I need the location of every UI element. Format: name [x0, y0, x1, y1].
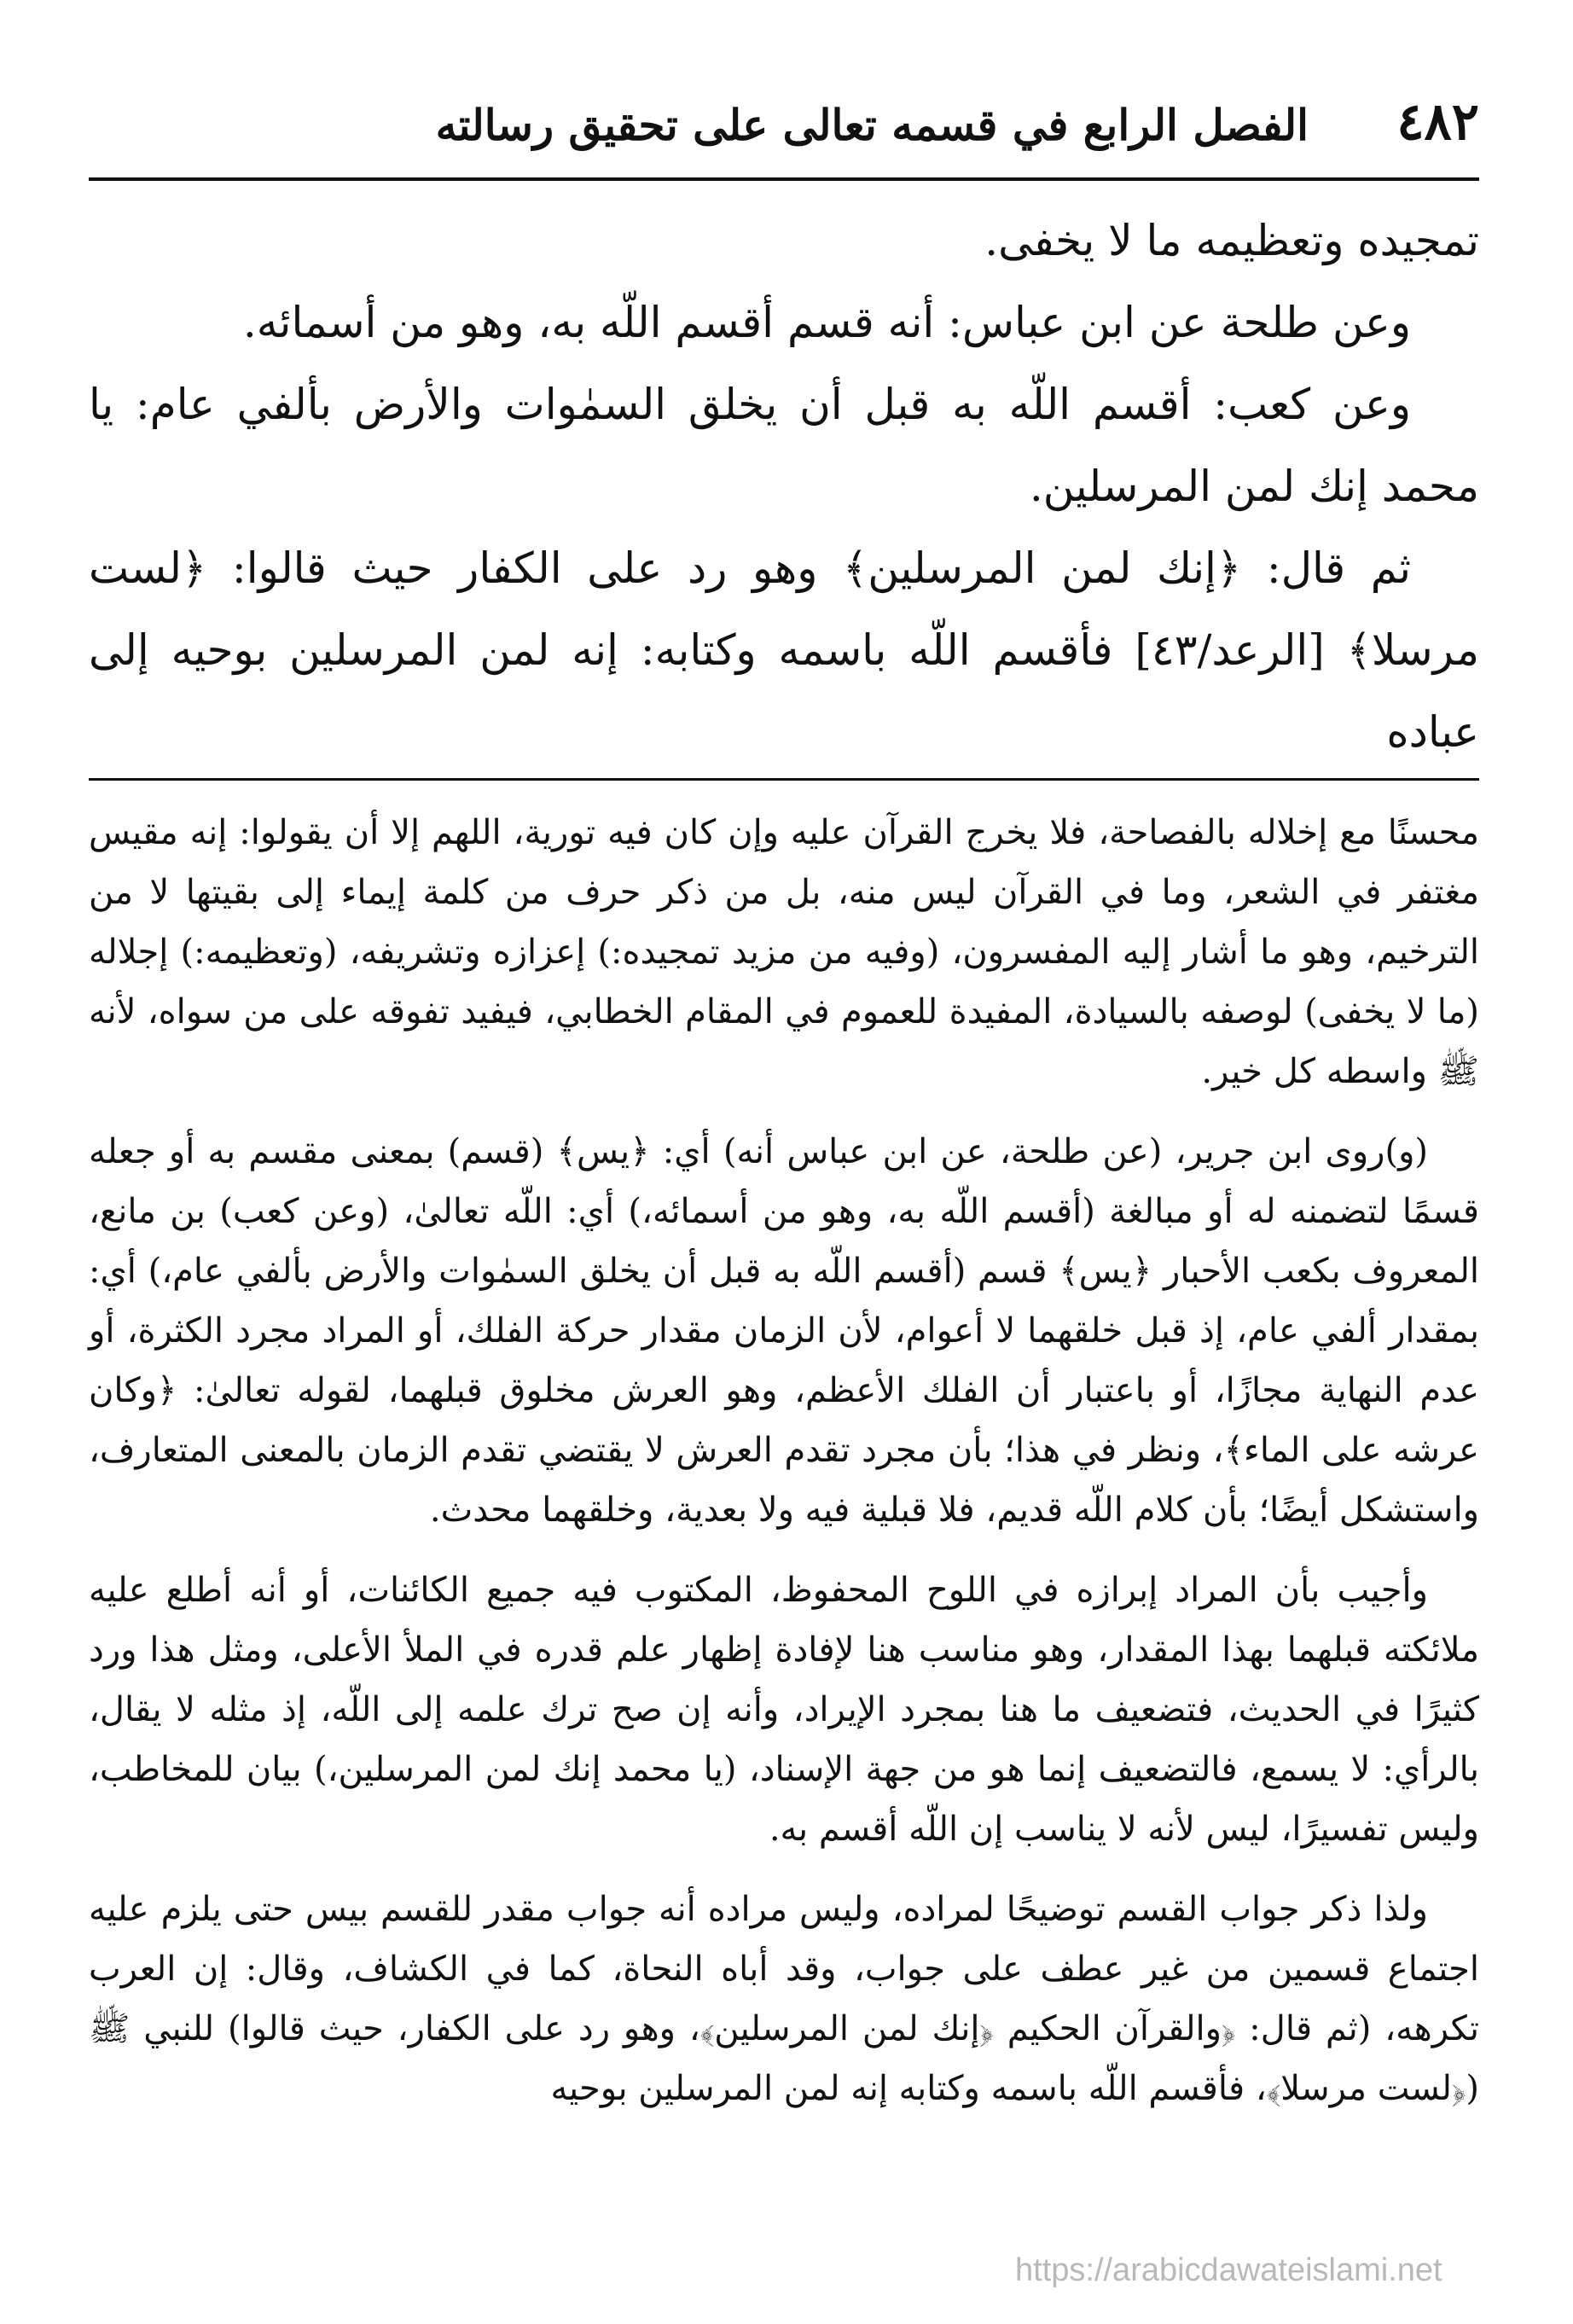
- main-text-line: تمجيده وتعظيمه ما لا يخفى.: [984, 216, 1479, 265]
- main-text: [89, 200, 1479, 773]
- commentary-divider: [89, 778, 1479, 781]
- commentary-paragraph: (و)روى ابن جرير، (عن طلحة، عن ابن عباس أنه) أي: ﴿يس﴾ (قسم) بمعنى مقسم به أو جعله قسمًا لتضمنه له أو مبالغة (أقسم اللّه به، وهو من أسمائه،) أي: اللّه تعالىٰ، (وعن كعب) بن مانع، المعروف بكعب الأحبار ﴿يس﴾ قسم (أقسم اللّه به قبل أن يخلق السمٰوات والأرض بألفي عام،) أي: بمقدار ألفي عام، إذ قبل خلقهما لا أعوام، لأن الزمان مقدار حركة الفلك، أو المراد مجرد الكثرة، أو عدم النهاية مجازًا، أو باعتبار أن الفلك الأعظم، وهو العرش مخلوق قبلهما، لقوله تعالىٰ: ﴿وكان عرشه على الماء﴾، ونظر في هذا؛ بأن مجرد تقدم العرش لا يقتضي تقدم الزمان بالمعنى المتعارف، واستشكل أيضًا؛ بأن كلام اللّه قديم، فلا قبلية فيه ولا بعدية، وخلقهما محدث.: [89, 1132, 1479, 1530]
- commentary-paragraph: محسنًا مع إخلاله بالفصاحة، فلا يخرج القرآن عليه وإن كان فيه تورية، اللهم إلا أن يقولوا: إنه مقيس مغتفر في الشعر، وما في القرآن ليس منه، بل من ذكر حرف من كلمة إيماء إلى بقيتها لا من الترخيم، وهو ما أشار إليه المفسرون، (وفيه من مزيد تمجيده:) إعزازه وتشريفه، (وتعظيمه:) إجلاله (ما لا يخفى) لوصفه بالسيادة، المفيدة للعموم في المقام الخطابي، فيفيد تفوقه على من سواه، لأنه ﷺ واسطه كل خير.: [89, 813, 1479, 1091]
- commentary: [89, 803, 1479, 2118]
- running-header: [89, 77, 1479, 181]
- main-text-paragraph: وعن كعب: أقسم اللّه به قبل أن يخلق السمٰوات والأرض بألفي عام: يا محمد إنك لمن المرسلين.: [89, 380, 1479, 511]
- page-number: ٤٨٢: [1396, 92, 1479, 152]
- book-page: [89, 77, 1479, 2261]
- main-text-paragraph: وعن طلحة عن ابن عباس: أنه قسم أقسم اللّه به، وهو من أسمائه.: [242, 298, 1411, 347]
- commentary-paragraph: ولذا ذكر جواب القسم توضيحًا لمراده، وليس مراده أنه جواب مقدر للقسم بيس حتى يلزم عليه اجتماع قسمين من غير عطف على جواب، وقد أباه النحاة، كما في الكشاف، وقال: إن العرب تكرهه، (ثم قال: ﴿والقرآن الحكيم ﴿إنك لمن المرسلين﴾، وهو رد على الكفار، حيث قالوا) للنبي ﷺ (﴿لست مرسلا﴾، فأقسم اللّه باسمه وكتابه إنه لمن المرسلين بوحيه: [89, 1890, 1479, 2108]
- watermark-url: https://arabicdawateislami.net: [1015, 2252, 1442, 2288]
- commentary-paragraph: وأجيب بأن المراد إبرازه في اللوح المحفوظ، المكتوب فيه جميع الكائنات، أو أنه أطلع عليه ملائكته قبلهما بهذا المقدار، وهو مناسب هنا لإفادة إظهار علم قدره في الملأ الأعلى، ومثل هذا ورد كثيرًا في الحديث، فتضعيف ما هنا بمجرد الإيراد، وأنه إن صح ترك علمه إلى اللّه، إذ مثله لا يقال، بالرأي: لا يسمع، فالتضعيف إنما هو من جهة الإسناد، (يا محمد إنك لمن المرسلين،) بيان للمخاطب، وليس تفسيرًا، ليس لأنه لا يناسب إن اللّه أقسم به.: [89, 1571, 1479, 1849]
- chapter-title: الفصل الرابع في قسمه تعالى على تحقيق رسالته: [435, 100, 1309, 150]
- main-text-paragraph: ثم قال: ﴿إنك لمن المرسلين﴾ وهو رد على الكفار حيث قالوا: ﴿لست مرسلا﴾ [الرعد/٤٣] فأقسم اللّه باسمه وكتابه: إنه لمن المرسلين بوحيه إلى عباده: [89, 543, 1480, 757]
